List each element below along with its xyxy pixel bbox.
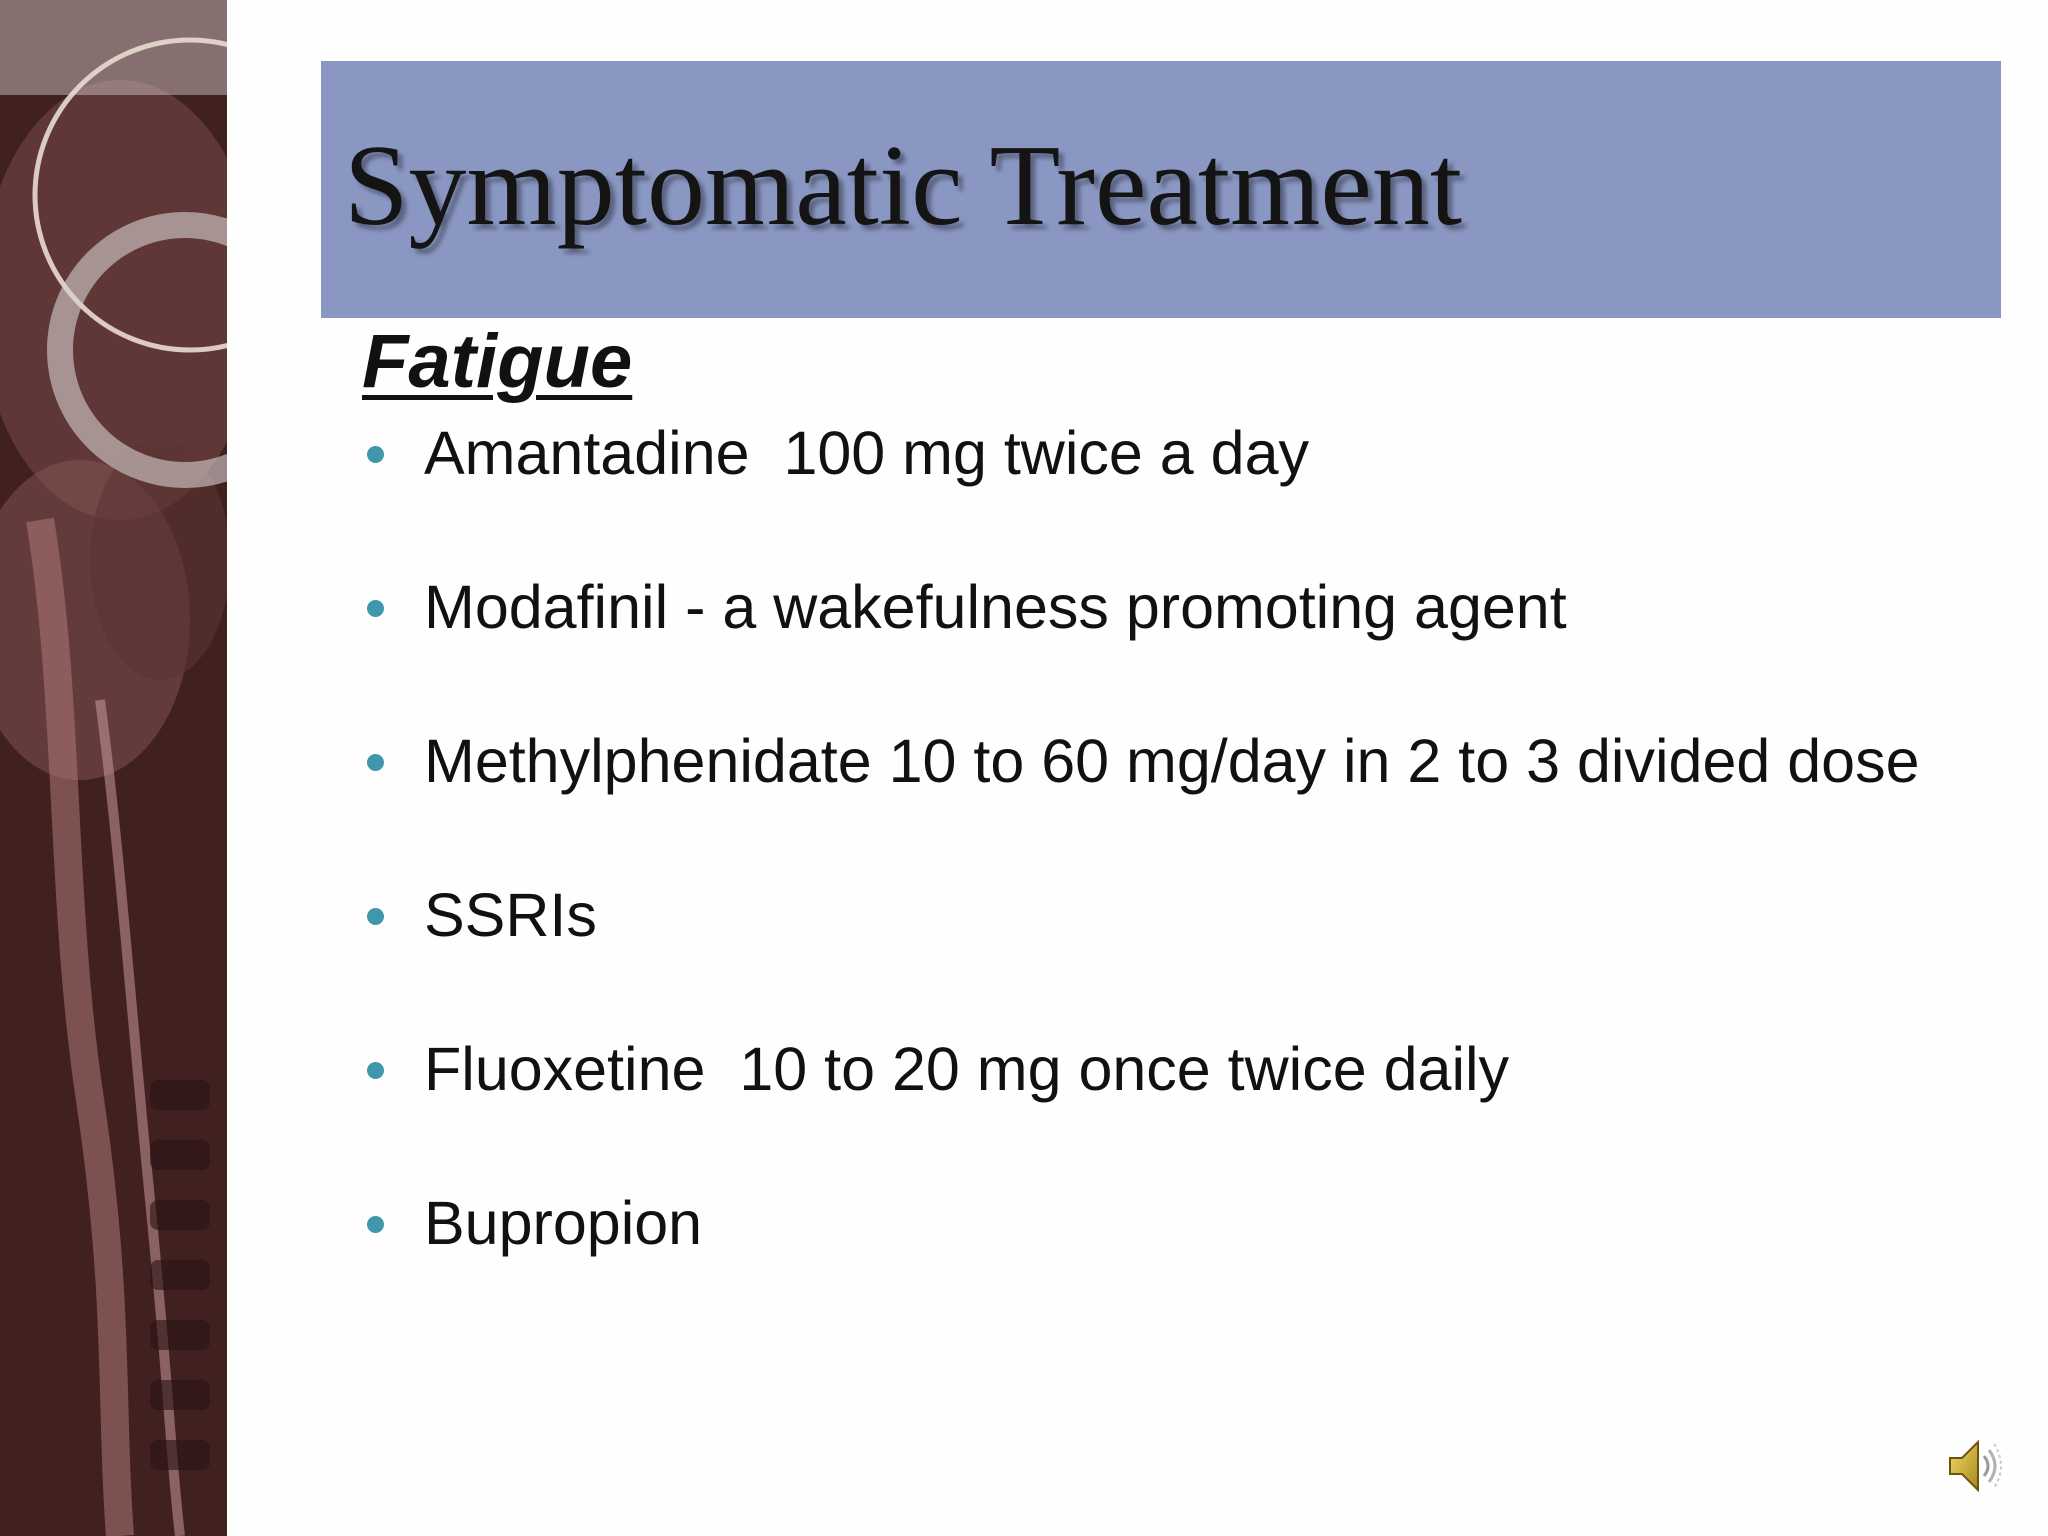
bullet-icon xyxy=(367,908,384,925)
mri-brain-sagittal-image xyxy=(0,0,227,1536)
speaker-icon-graphic xyxy=(1946,1434,2006,1498)
bullet-icon xyxy=(367,1062,384,1079)
bullet-text: Modafinil - a wakefulness promoting agent xyxy=(424,573,1567,641)
bullet-icon xyxy=(367,754,384,771)
section-heading: Fatigue xyxy=(362,319,633,404)
bullet-text: SSRIs xyxy=(424,881,597,949)
bullet-icon xyxy=(367,446,384,463)
bullet-text: Amantadine 100 mg twice a day xyxy=(424,419,1310,487)
bullet-text: Bupropion xyxy=(424,1189,703,1257)
mri-decoration xyxy=(0,0,227,1536)
bullet-text: Fluoxetine 10 to 20 mg once twice daily xyxy=(424,1035,1510,1103)
bullet-icon xyxy=(367,600,384,617)
bullet-text: Methylphenidate 10 to 60 mg/day in 2 to 3 divided dose xyxy=(424,727,1920,795)
speaker-icon[interactable] xyxy=(1946,1434,2006,1498)
slide-title: Symptomatic Treatment xyxy=(344,122,1463,250)
bullet-icon xyxy=(367,1216,384,1233)
